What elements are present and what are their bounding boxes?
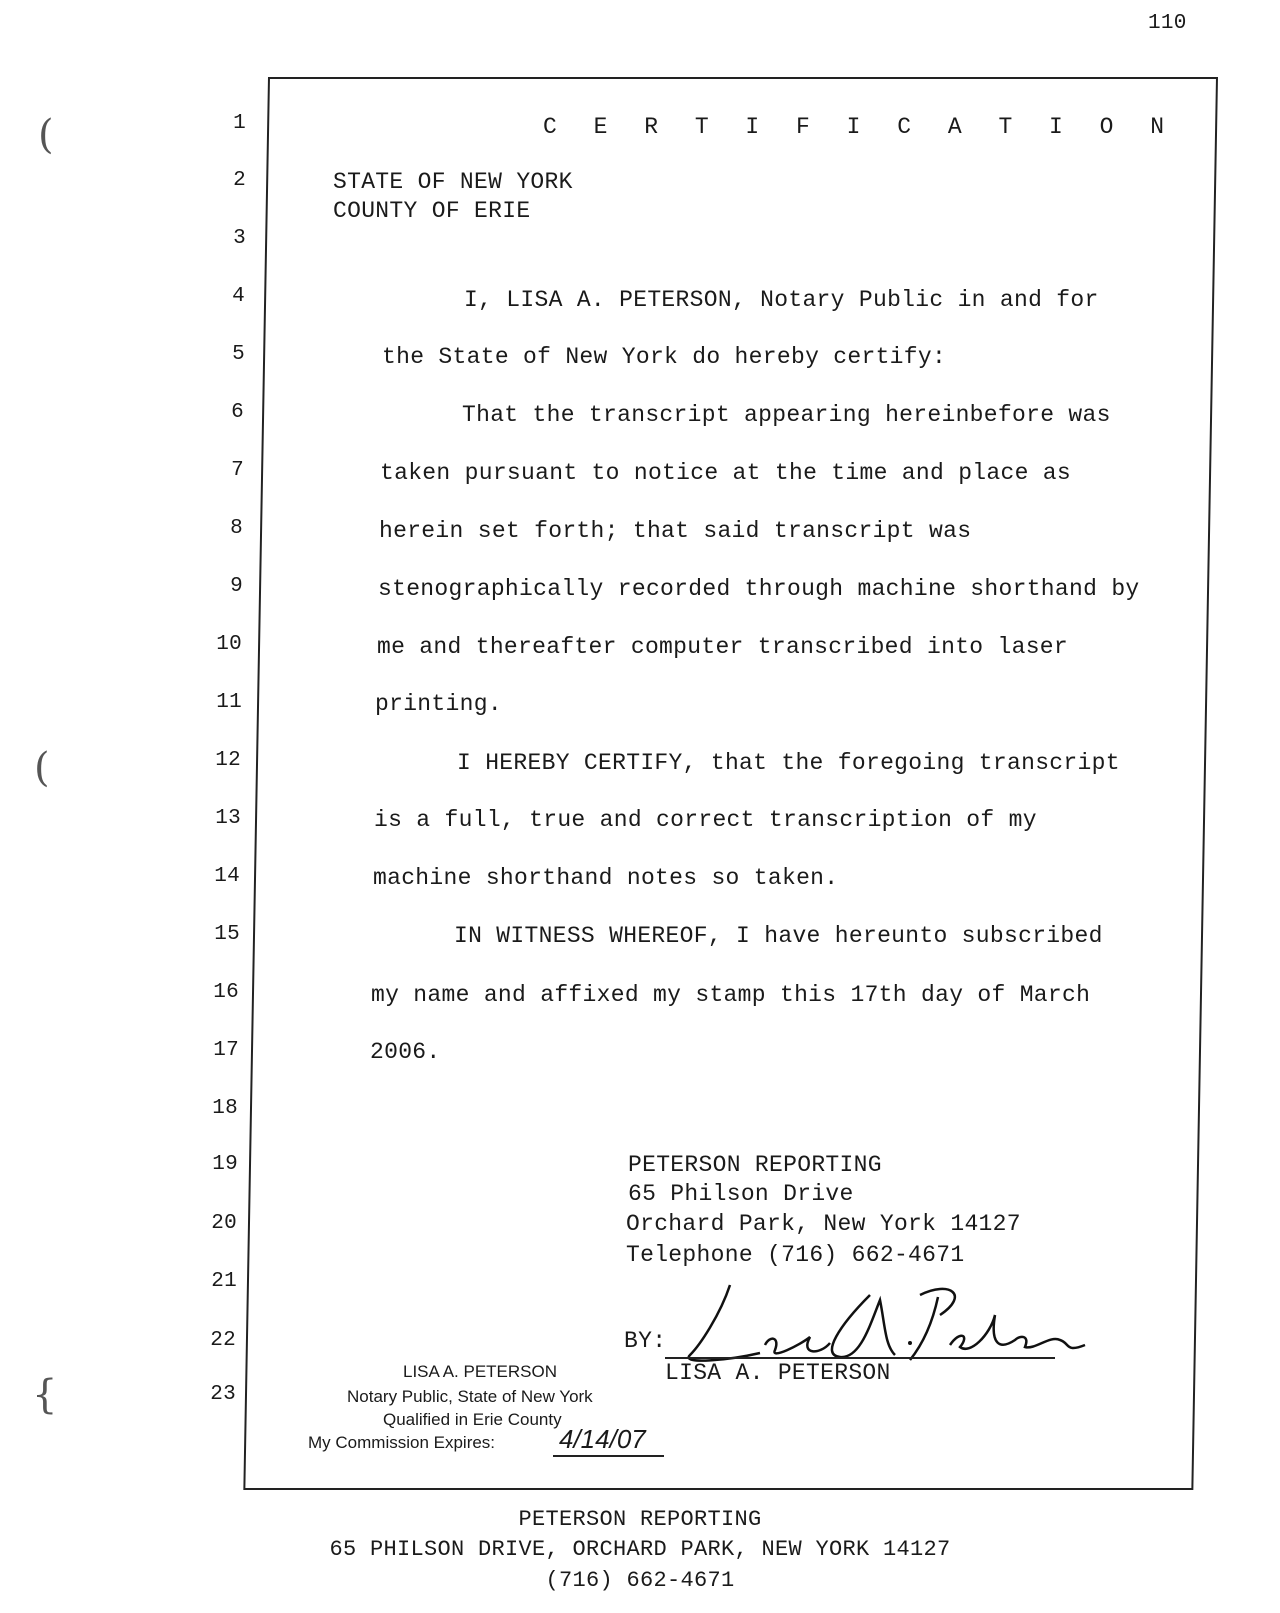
line-number: 21: [211, 1270, 237, 1293]
line-number: 6: [231, 401, 244, 424]
company-name: PETERSON REPORTING: [628, 1152, 882, 1178]
line-number: 1: [233, 112, 246, 135]
line-number: 12: [215, 749, 241, 772]
footer-name: PETERSON REPORTING: [518, 1507, 762, 1532]
body-line: is a full, true and correct transcription of my: [374, 807, 1037, 833]
footer-address: 65 PHILSON DRIVE, ORCHARD PARK, NEW YORK 14127: [329, 1537, 951, 1562]
stamp-expires-value: 4/14/07: [553, 1424, 664, 1457]
line-number: 8: [230, 517, 243, 540]
line-number: 16: [213, 981, 239, 1004]
body-line: IN WITNESS WHEREOF, I have hereunto subscribed: [454, 923, 1103, 949]
line-number: 15: [214, 923, 240, 946]
signature-line: [665, 1357, 1055, 1359]
line-number: 2: [233, 169, 246, 192]
body-line: taken pursuant to notice at the time and place as: [380, 460, 1072, 486]
body-line: me and thereafter computer transcribed into laser: [377, 634, 1069, 660]
line-number: 20: [211, 1212, 237, 1235]
line-number: 3: [233, 227, 246, 250]
margin-mark: (: [34, 745, 50, 791]
line-number: 4: [232, 285, 245, 308]
footer-phone: (716) 662-4671: [545, 1568, 735, 1593]
page-number: 110: [1148, 12, 1187, 35]
body-line: 2006.: [370, 1039, 441, 1065]
line-number: 19: [212, 1153, 238, 1176]
line-number: 9: [230, 575, 243, 598]
body-line: my name and affixed my stamp this 17th day of March: [371, 982, 1091, 1008]
stamp-expires-label: My Commission Expires:: [308, 1433, 496, 1452]
body-line: That the transcript appearing hereinbefore was: [462, 402, 1111, 428]
by-label: BY:: [624, 1328, 667, 1354]
company-city: Orchard Park, New York 14127: [626, 1211, 1021, 1237]
body-line: printing.: [375, 691, 502, 717]
line-number: 13: [215, 807, 241, 830]
line-number: 5: [232, 343, 245, 366]
printed-name: LISA A. PETERSON: [665, 1360, 891, 1386]
company-address: 65 Philson Drive: [628, 1181, 854, 1207]
margin-mark: (: [38, 112, 54, 158]
margin-mark: {: [32, 1372, 58, 1418]
line-number: 7: [231, 459, 244, 482]
line-number: 14: [214, 865, 240, 888]
line-number: 18: [212, 1097, 238, 1120]
line-number: 11: [216, 691, 242, 714]
body-line: machine shorthand notes so taken.: [373, 865, 839, 891]
company-phone: Telephone (716) 662-4671: [626, 1242, 965, 1268]
venue-county: COUNTY OF ERIE: [333, 198, 531, 224]
stamp-line1: Notary Public, State of New York: [347, 1387, 593, 1406]
body-line: herein set forth; that said transcript was: [379, 518, 972, 544]
line-number: 17: [213, 1039, 239, 1062]
stamp-line2: Qualified in Erie County: [383, 1410, 562, 1429]
body-line: stenographically recorded through machine shorthand by: [378, 576, 1140, 602]
line-number: 22: [210, 1329, 236, 1352]
body-line: the State of New York do hereby certify:: [382, 344, 947, 370]
line-number: 10: [216, 633, 242, 656]
line-number: 23: [210, 1383, 236, 1406]
stamp-name: LISA A. PETERSON: [403, 1362, 558, 1381]
venue-state: STATE OF NEW YORK: [333, 169, 573, 195]
body-line: I HEREBY CERTIFY, that the foregoing transcript: [457, 750, 1120, 776]
body-line: I, LISA A. PETERSON, Notary Public in and for: [464, 287, 1099, 313]
certification-title: C E R T I F I C A T I O N: [543, 114, 1176, 140]
